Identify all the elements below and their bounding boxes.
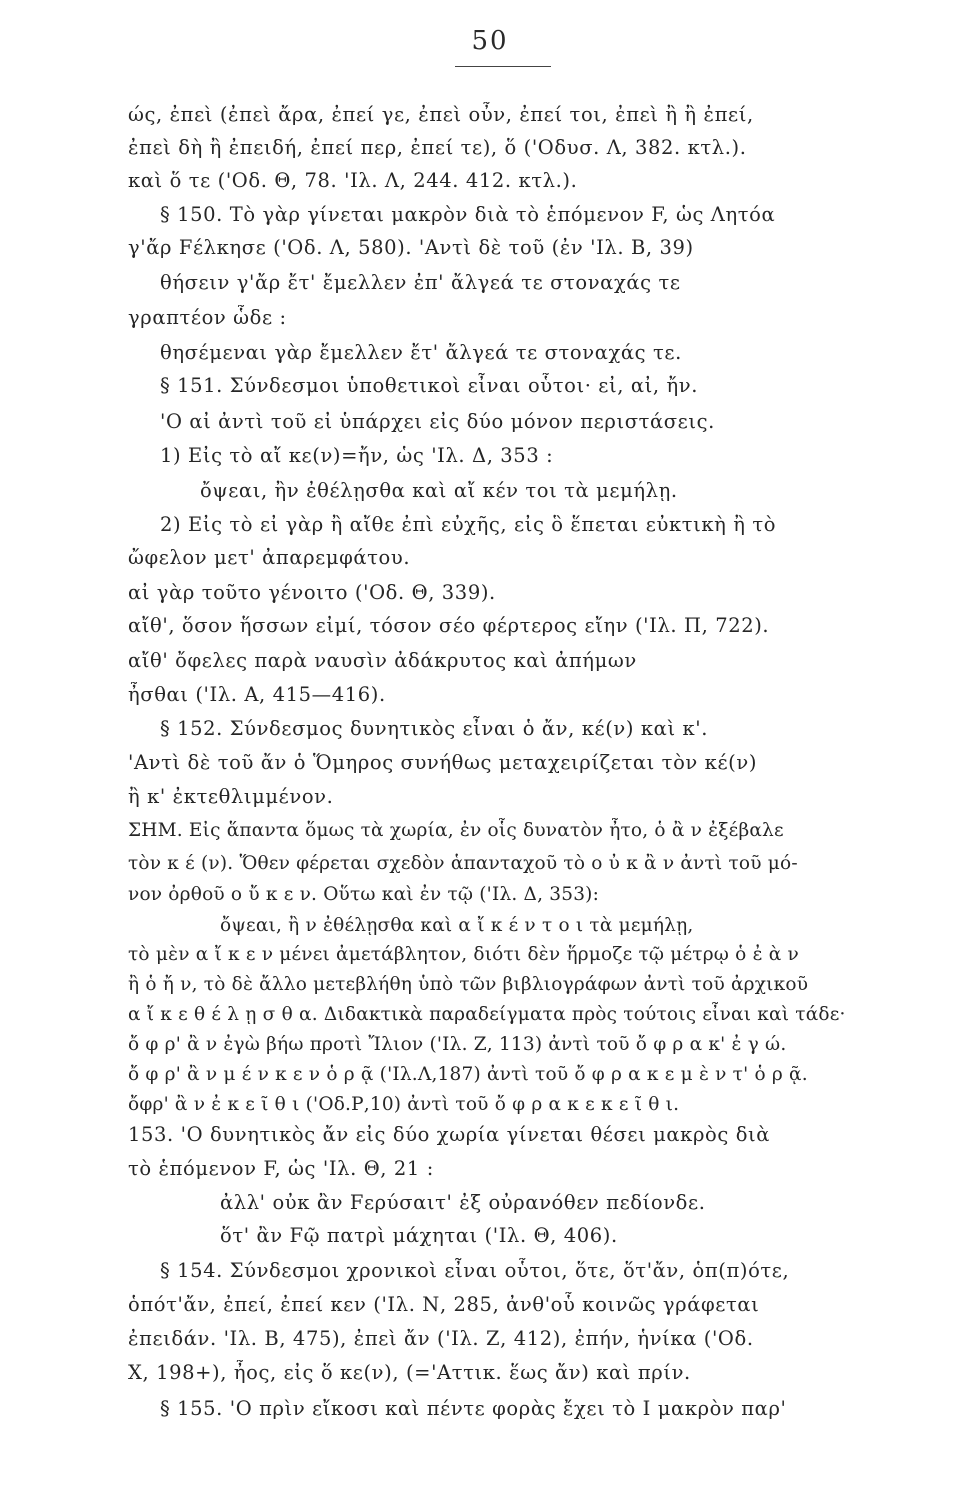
section-heading-154: § 154. Σύνδεσμοι χρονικοὶ εἶναι οὗτοι, ὅτε, ὅτ'ἄν, ὁπ(π)ότε, [160,1259,790,1282]
section-heading-155: § 155. 'Ο πρὶν εἴκοσι καὶ πέντε φορὰς ἔχει τὸ Ι μακρὸν παρ' [160,1397,787,1420]
note-line: ΣΗΜ. Εἰς ἅπαντα ὅμως τὰ χωρία, ἐν οἷς δυνατὸν ἦτο, ὁ ἂ ν ἐξέβαλε [128,820,784,841]
note-line: τὸν κ έ (ν). Ὅθεν φέρεται σχεδὸν ἁπανταχοῦ τὸ ο ὐ κ ἂ ν ἀντὶ τοῦ μό- [128,853,798,874]
text-line: Χ, 198+), ἦος, εἰς ὅ κε(ν), (='Αττικ. ἕως ἄν) καὶ πρίν. [128,1361,691,1384]
note-line: α ἴ κ ε θ έ λ ῃ σ θ α. Διδακτικὰ παραδείγματα πρὸς τούτοις εἶναι καὶ τάδε· [128,1004,846,1025]
quote-line: ὄψεαι, ἢν ἐθέλῃσθα καὶ αἴ κέν τοι τὰ μεμήλῃ. [200,479,678,502]
quote-line: αἰ γὰρ τοῦτο γένοιτο ('Οδ. Θ, 339). [128,581,496,604]
text-line: ἐπεὶ δὴ ἢ ἐπειδή, ἐπεί περ, ἐπεί τε), ὅ ('Οδυσ. Λ, 382. κτλ.). [128,136,747,159]
text-line: καὶ ὅ τε ('Οδ. Θ, 78. 'Ιλ. Λ, 244. 412. κτλ.). [128,169,578,192]
note-line: ἢ ὁ ἤ ν, τὸ δὲ ἄλλο μετεβλήθη ὑπὸ τῶν βιβλιογράφων ἀντὶ τοῦ ἀρχικοῦ [128,974,809,995]
note-line: ὄ φ ρ' ἂ ν ἐγὼ βήω προτὶ Ἴλιον ('Ιλ. Ζ, 113) ἀντὶ τοῦ ὄ φ ρ α κ' ἐ γ ώ. [128,1034,787,1055]
page-number: 50 [471,26,509,56]
text-line: ὤφελον μετ' ἀπαρεμφάτου. [128,546,411,569]
quote-line: αἴθ' ὄφελες παρὰ ναυσὶν ἀδάκρυτος καὶ ἀπήμων [128,649,637,672]
note-quote-line: ὄψεαι, ἢ ν ἐθέλῃσθα καὶ α ἴ κ έ ν τ ο ι τὰ μεμήλῃ, [220,915,694,936]
section-heading-152: § 152. Σύνδεσμος δυνητικὸς εἶναι ὁ ἄν, κέ(ν) καὶ κ'. [160,717,709,740]
note-line: ὄ φ ρ' ἂ ν μ έ ν κ ε ν ὁ ρ ᾷ ('Ιλ.Λ,187) ἀντὶ τοῦ ὄ φ ρ α κ ε μ ὲ ν τ' ὁ ρ ᾷ. [128,1064,808,1085]
text-line: γ'ἄρ Fέλκησε ('Οδ. Λ, 580). 'Αντὶ δὲ τοῦ (ἐν 'Ιλ. Β, 39) [128,236,694,259]
note-line: νον ὀρθοῦ ο ὔ κ ε ν. Οὕτω καὶ ἐν τῷ ('Ιλ. Δ, 353): [128,884,600,905]
quote-line: ἦσθαι ('Ιλ. Α, 415—416). [128,683,386,706]
quote-line: αἴθ', ὅσον ἥσσων εἰμί, τόσον σέο φέρτερος εἴην ('Ιλ. Π, 722). [128,614,770,637]
quote-line: ἀλλ' οὐκ ἂν Fερύσαιτ' ἐξ οὐρανόθεν πεδίονδε. [220,1191,706,1214]
section-heading-151: § 151. Σύνδεσμοι ὑποθετικοὶ εἶναι οὗτοι· εἰ, αἰ, ἤν. [160,374,698,397]
text-line: γραπτέον ὧδε : [128,306,287,329]
text-line: 2) Εἰς τὸ εἰ γὰρ ἢ αἴθε ἐπὶ εὐχῆς, εἰς ὃ ἕπεται εὐκτικὴ ἢ τὸ [160,513,777,536]
note-line: ὄφρ' ἂ ν ἐ κ ε ῖ θ ι ('Οδ.Ρ,10) ἀντὶ τοῦ ὄ φ ρ α κ ε κ ε ῖ θ ι. [128,1094,680,1115]
text-line: τὸ ἑπόμενον F, ὡς 'Ιλ. Θ, 21 : [128,1157,434,1180]
section-heading-150: § 150. Τὸ γὰρ γίνεται μακρὸν διὰ τὸ ἑπόμενον F, ὡς Λητόα [160,203,776,226]
section-heading-153: 153. 'Ο δυνητικὸς ἄν εἰς δύο χωρία γίνεται θέσει μακρὸς διὰ [128,1123,771,1146]
text-line: 'Ο αἰ ἀντὶ τοῦ εἰ ὑπάρχει εἰς δύο μόνον περιστάσεις. [160,410,715,433]
text-line: ώς, ἐπεὶ (ἐπεὶ ἄρα, ἐπεί γε, ἐπεὶ οὖν, ἐπεί τοι, ἐπεὶ ἢ ἢ ἐπεί, [128,103,754,126]
page-number-rule [455,66,551,67]
text-line: ὁπότ'ἄν, ἐπεί, ἐπεί κεν ('Ιλ. Ν, 285, ἀνθ'οὗ κοινῶς γράφεται [128,1293,760,1316]
quote-line: ὅτ' ἂν Fῷ πατρὶ μάχηται ('Ιλ. Θ, 406). [220,1224,618,1247]
text-line: ἢ κ' ἐκτεθλιμμένον. [128,785,334,808]
quote-line: θησέμεναι γὰρ ἔμελλεν ἔτ' ἄλγεά τε στοναχάς τε. [160,341,682,364]
note-line: τὸ μὲν α ἴ κ ε ν μένει ἀμετάβλητον, διότι δὲν ἥρμοζε τῷ μέτρῳ ὁ ἐ ὰ ν [128,944,799,965]
text-line: 1) Εἰς τὸ αἴ κε(ν)=ἤν, ὡς 'Ιλ. Δ, 353 : [160,444,554,467]
text-line: ἐπειδάν. 'Ιλ. Β, 475), ἐπεὶ ἄν ('Ιλ. Ζ, 412), ἐπήν, ἡνίκα ('Οδ. [128,1327,754,1350]
quote-line: θήσειν γ'ἄρ ἔτ' ἔμελλεν ἐπ' ἄλγεά τε στοναχάς τε [160,271,681,294]
text-line: 'Αντὶ δὲ τοῦ ἄν ὁ Ὅμηρος συνήθως μεταχειρίζεται τὸν κέ(ν) [128,751,758,774]
